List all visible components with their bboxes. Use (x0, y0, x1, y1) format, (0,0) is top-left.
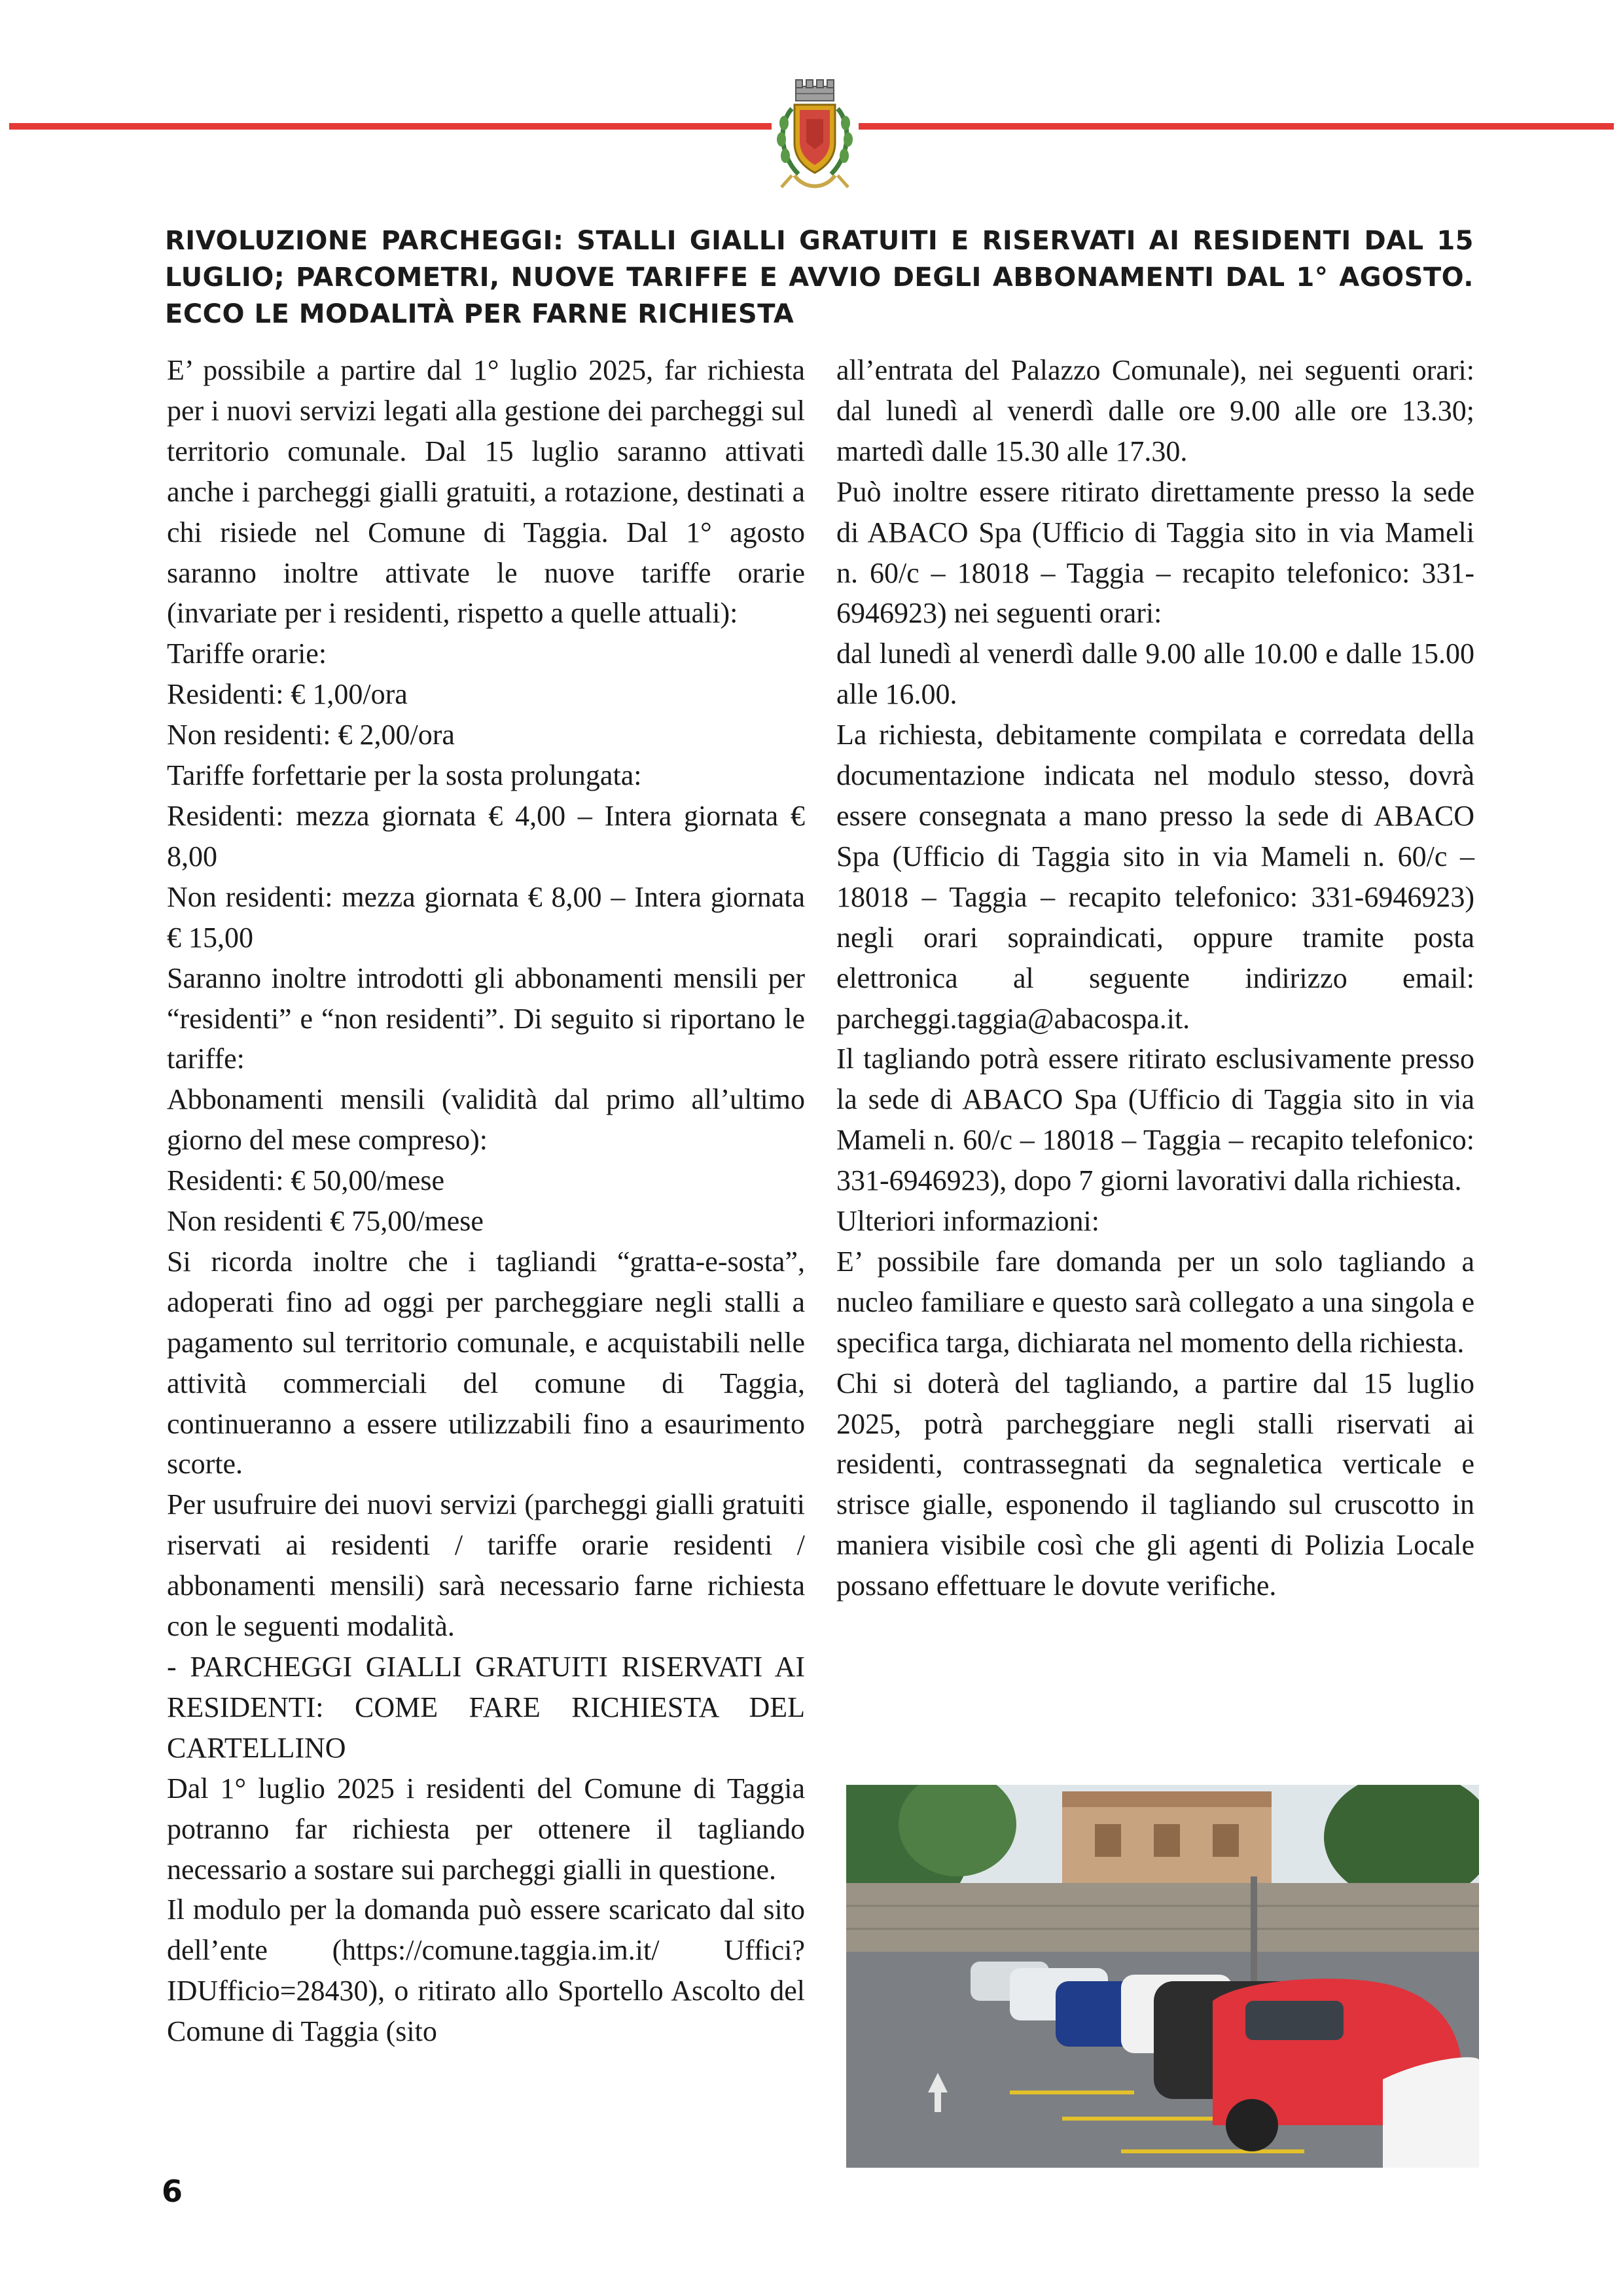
paragraph-office-hours: all’entrata del Palazzo Comunale), nei seguenti orari: dal lunedì al venerdì dalle ore 9.00 alle ore 13.30; martedì dalle 15.30 alle 17.30. (836, 354, 1474, 467)
crown-icon (796, 80, 834, 101)
paragraph-intro: E’ possibile a partire dal 1° luglio 2025, far richiesta per i nuovi servizi legati alla gestione dei parcheggi sul territorio comunale. Dal 15 luglio saranno attivati anche i parcheggi gialli gratuiti, a rotazione, destinati a chi risiede nel Comune di Taggia. Dal 1° agosto saranno inoltre attivate le nuove tariffe orarie (invariate per i residenti, rispetto a quelle attuali): (167, 354, 805, 630)
right-text-column (836, 350, 1474, 1606)
paragraph-rate-residents: Residenti: € 1,00/ora (167, 678, 408, 711)
paragraph-more-info-title: Ulteriori informazioni: (836, 1205, 1099, 1238)
header-rule-left (9, 123, 772, 130)
parking-lot-photo (846, 1785, 1479, 2168)
paragraph-subscriptions-validity: Abbonamenti mensili (validità dal primo all’ultimo giorno del mese compreso): (167, 1083, 805, 1157)
paragraph-request-start: Dal 1° luglio 2025 i residenti del Comune di Taggia potranno far richiesta per ottenere il tagliando necessario a sostare sui parcheggi gialli in questione. (167, 1772, 805, 1886)
paragraph-hourly-rates-title: Tariffe orarie: (167, 637, 327, 670)
paragraph-scratch-tickets: Si ricorda inoltre che i tagliandi “gratta-e-sosta”, adoperati fino ad oggi per parcheggiare negli stalli a pagamento sul territorio comunale, e acquistabili nelle attività commerciali del comune di Taggia, continueranno a essere utilizzabili fino a esaurimento scorte. (167, 1245, 805, 1480)
paragraph-form-download: Il modulo per la domanda può essere scaricato dal sito dell’ente (https://comune.taggia.im.it/ Uffici?IDUfficio=28430), o ritirato allo Sportello Ascolto del Comune di Taggia (sito (167, 1893, 805, 2048)
paragraph-display-ticket: Chi si doterà del tagliando, a partire dal 15 luglio 2025, potrà parcheggiare negli stalli riservati ai residenti, contrassegnati da segnaletica verticale e strisce gialle, esponendo il tagliando sul cruscotto in maniera visibile così che gli agenti di Polizia Locale possano effettuare le dovute verifiche. (836, 1367, 1474, 1602)
paragraph-ticket-collection: Il tagliando potrà essere ritirato esclusivamente presso la sede di ABACO Spa (Ufficio di Taggia sito in via Mameli n. 60/c – 18018 – Taggia – recapito telefonico: 331-6946923), dopo 7 giorni lavorativi dalla richiesta. (836, 1043, 1474, 1197)
paragraph-subscription-residents: Residenti: € 50,00/mese (167, 1164, 445, 1197)
paragraph-flat-rate-non-residents: Non residenti: mezza giornata € 8,00 – Intera giornata € 15,00 (167, 880, 805, 954)
paragraph-subscriptions-intro: Saranno inoltre introdotti gli abbonamenti mensili per “residenti” e “non residenti”. Di seguito si riportano le tariffe: (167, 961, 805, 1075)
paragraph-rate-non-residents: Non residenti: € 2,00/ora (167, 719, 455, 751)
coat-of-arms-icon (772, 77, 857, 199)
page-number: 6 (162, 2174, 183, 2209)
paragraph-one-per-household: E’ possibile fare domanda per un solo tagliando a nucleo familiare e questo sarà collegato a una singola e specifica targa, dichiarata nel momento della richiesta. (836, 1245, 1474, 1359)
paragraph-subscription-non-residents: Non residenti € 75,00/mese (167, 1205, 484, 1238)
paragraph-how-to-request: Per usufruire dei nuovi servizi (parcheggi gialli gratuiti riservati ai residenti / tariffe orarie residenti / abbonamenti mensili) sarà necessario farne richiesta con le seguenti modalità. (167, 1488, 805, 1643)
paragraph-submission: La richiesta, debitamente compilata e corredata della documentazione indicata nel modulo stesso, dovrà essere consegnata a mano presso la sede di ABACO Spa (Ufficio di Taggia sito in via Mameli n. 60/c – 18018 – Taggia – recapito telefonico: 331-6946923) negli orari sopraindicati, oppure tramite posta elettronica al seguente indirizzo email: parcheggi.taggia@abacospa.it. (836, 719, 1474, 1035)
article-headline: RIVOLUZIONE PARCHEGGI: STALLI GIALLI GRATUITI E RISERVATI AI RESIDENTI DAL 15 LUGLIO; PARCOMETRI, NUOVE TARIFFE E AVVIO DEGLI ABBONAMENTI DAL 1° AGOSTO. ECCO LE MODALITÀ PER FARNE RICHIESTA (165, 226, 1474, 329)
paragraph-abaco-hours: dal lunedì al venerdì dalle 9.00 alle 10.00 e dalle 15.00 alle 16.00. (836, 637, 1474, 711)
left-text-column (167, 350, 805, 2052)
paragraph-abaco-pickup: Può inoltre essere ritirato direttamente presso la sede di ABACO Spa (Ufficio di Taggia sito in via Mameli n. 60/c – 18018 – Taggia – recapito telefonico: 331-6946923) nei seguenti orari: (836, 475, 1474, 630)
paragraph-flat-rate-residents: Residenti: mezza giornata € 4,00 – Intera giornata € 8,00 (167, 799, 805, 872)
paragraph-section-heading: - PARCHEGGI GIALLI GRATUITI RISERVATI AI RESIDENTI: COME FARE RICHIESTA DEL CARTELLINO (167, 1651, 805, 1764)
paragraph-flat-rates-title: Tariffe forfettarie per la sosta prolungata: (167, 759, 642, 792)
header-rule-right (859, 123, 1614, 130)
